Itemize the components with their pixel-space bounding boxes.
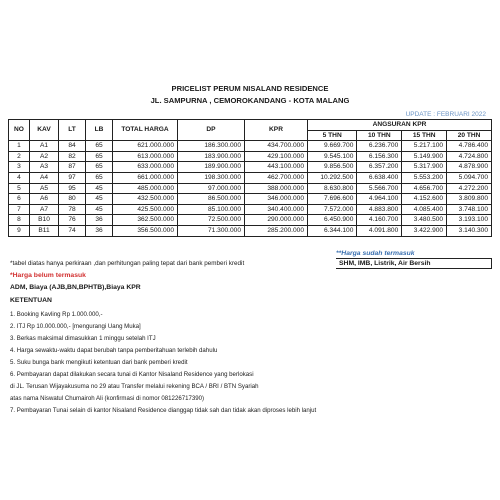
cell-dp: 71.300.000 [178,225,245,236]
cell-kpr: 462.700.000 [245,172,308,183]
cell-lt: 76 [59,215,86,226]
cell-total: 661.000.000 [113,172,178,183]
cell-lt: 84 [59,141,86,152]
cell-lb: 65 [86,172,113,183]
table-row [9,162,492,173]
estimate-note: *tabel diatas hanya perkiraan ,dan perhitungan paling tepat dari bank pemberi kredit [10,260,245,267]
cell-15thn: 5.553.200 [402,172,447,183]
cell-no: 5 [9,183,30,194]
cell-kav: A4 [30,172,59,183]
cell-10thn: 5.566.700 [357,183,402,194]
cell-kpr: 346.000.000 [245,194,308,205]
cell-5thn: 9.856.500 [308,162,357,173]
cell-20thn: 4.272.200 [447,183,492,194]
cell-lt: 97 [59,172,86,183]
cell-total: 485.000.000 [113,183,178,194]
cell-dp: 85.100.000 [178,204,245,215]
cell-5thn: 9.545.100 [308,151,357,162]
cell-no: 9 [9,225,30,236]
cell-kav: A7 [30,204,59,215]
cell-5thn: 6.450.900 [308,215,357,226]
cell-20thn: 3.809.800 [447,194,492,205]
cell-5thn: 6.344.100 [308,225,357,236]
excluded-costs: ADM, Biaya (AJB,BN,BPHTB),Biaya KPR [10,284,141,291]
cell-kav: A5 [30,183,59,194]
price-table [8,119,492,237]
cell-dp: 97.000.000 [178,183,245,194]
cell-no: 8 [9,215,30,226]
cell-dp: 183.900.000 [178,151,245,162]
cell-lt: 87 [59,162,86,173]
cell-20thn: 4.786.400 [447,141,492,152]
list-item: 3. Berkas maksimal dimasukkan 1 minggu setelah ITJ [10,335,156,342]
cell-kav: A6 [30,194,59,205]
cell-lb: 45 [86,194,113,205]
rules-list [10,309,480,417]
cell-10thn: 4.091.800 [357,225,402,236]
cell-10thn: 6.236.700 [357,141,402,152]
col-dp-header: DP [178,120,245,141]
cell-kav: B10 [30,215,59,226]
cell-20thn: 4.878.900 [447,162,492,173]
cell-total: 362.500.000 [113,215,178,226]
page-title: PRICELIST PERUM NISALAND RESIDENCE [171,84,329,93]
cell-total: 425.500.000 [113,204,178,215]
included-items: SHM, IMB, Listrik, Air Bersih [336,258,492,269]
update-date: UPDATE : FEBRUARI 2022 [405,111,486,118]
cell-15thn: 5.217.100 [402,141,447,152]
cell-kav: B11 [30,225,59,236]
cell-lt: 82 [59,151,86,162]
cell-lt: 95 [59,183,86,194]
cell-lb: 36 [86,225,113,236]
ketentuan-heading: KETENTUAN [10,297,52,304]
cell-lb: 65 [86,162,113,173]
cell-20thn: 3.140.300 [447,225,492,236]
cell-5thn: 7.572.000 [308,204,357,215]
cell-dp: 198.300.000 [178,172,245,183]
cell-15thn: 5.149.900 [402,151,447,162]
list-item: 6. Pembayaran dapat dilakukan secara tunai di Kantor Nisaland Residence yang berlokasi [10,371,254,378]
cell-lt: 78 [59,204,86,215]
list-item: 7. Pembayaran Tunai selain di kantor Nisaland Residence dianggap tidak sah dan tidak akan diproses lebih lanjut [10,407,317,414]
cell-10thn: 6.638.400 [357,172,402,183]
table-row [9,225,492,236]
cell-10thn: 6.156.300 [357,151,402,162]
cell-kpr: 285.200.000 [245,225,308,236]
cell-no: 4 [9,172,30,183]
cell-kav: A3 [30,162,59,173]
list-item: 5. Suku bunga bank mengikuti ketentuan dari bank pemberi kredit [10,359,188,366]
cell-kav: A1 [30,141,59,152]
cell-total: 633.000.000 [113,162,178,173]
cell-total: 621.000.000 [113,141,178,152]
cell-lb: 45 [86,204,113,215]
cell-kpr: 443.100.000 [245,162,308,173]
list-item: 1. Booking Kavling Rp 1.000.000,- [10,311,103,318]
cell-5thn: 10.292.500 [308,172,357,183]
col-kav-header: KAV [30,120,59,141]
cell-no: 3 [9,162,30,173]
cell-total: 356.500.000 [113,225,178,236]
col-lb-header: LB [86,120,113,141]
cell-total: 613.000.000 [113,151,178,162]
cell-10thn: 6.357.200 [357,162,402,173]
cell-10thn: 4.883.800 [357,204,402,215]
table-row [9,194,492,205]
col-total-header: TOTAL HARGA [113,120,178,141]
cell-lb: 45 [86,183,113,194]
cell-dp: 72.500.000 [178,215,245,226]
table-row [9,215,492,226]
col-5thn-header: 5 THN [308,130,357,141]
col-kpr-header: KPR [245,120,308,141]
col-no-header: NO [9,120,30,141]
cell-20thn: 3.193.100 [447,215,492,226]
address-subtitle: JL. SAMPURNA , CEMOROKANDANG - KOTA MALANG [150,96,350,105]
cell-kpr: 290.000.000 [245,215,308,226]
cell-5thn: 9.669.700 [308,141,357,152]
table-header-row-1 [9,120,492,131]
cell-kpr: 434.700.000 [245,141,308,152]
cell-kav: A2 [30,151,59,162]
list-item: atas nama Niswatul Chumairoh Ali (konfirmasi di nomor 081226717390) [10,395,205,402]
cell-15thn: 3.422.900 [402,225,447,236]
cell-no: 6 [9,194,30,205]
cell-20thn: 4.724.800 [447,151,492,162]
cell-20thn: 5.094.700 [447,172,492,183]
list-item: 4. Harga sewaktu-waktu dapat berubah tanpa pemberitahuan terlebih dahulu [10,347,218,354]
harga-sudah-label: **Harga sudah termasuk [336,250,415,257]
cell-5thn: 8.630.800 [308,183,357,194]
col-lt-header: LT [59,120,86,141]
harga-belum-label: *Harga belum termasuk [10,272,86,279]
table-row [9,141,492,152]
cell-kpr: 388.000.000 [245,183,308,194]
cell-15thn: 5.317.900 [402,162,447,173]
cell-lt: 80 [59,194,86,205]
table-row [9,151,492,162]
cell-15thn: 4.152.600 [402,194,447,205]
col-10thn-header: 10 THN [357,130,402,141]
cell-5thn: 7.696.600 [308,194,357,205]
cell-kpr: 340.400.000 [245,204,308,215]
cell-15thn: 4.085.400 [402,204,447,215]
cell-lt: 74 [59,225,86,236]
cell-no: 7 [9,204,30,215]
cell-kpr: 429.100.000 [245,151,308,162]
table-row [9,183,492,194]
table-row [9,204,492,215]
cell-dp: 189.900.000 [178,162,245,173]
cell-total: 432.500.000 [113,194,178,205]
list-item: 2. ITJ Rp 10.000.000,- [mengurangi Uang Muka] [10,323,141,330]
list-item: di JL. Terusan Wijayakusuma no 29 atau Transfer melalui rekening BCA / BRI / BTN Syariah [10,383,259,390]
cell-lb: 65 [86,151,113,162]
cell-10thn: 4.964.100 [357,194,402,205]
cell-dp: 86.500.000 [178,194,245,205]
cell-no: 1 [9,141,30,152]
cell-lb: 36 [86,215,113,226]
cell-lb: 65 [86,141,113,152]
cell-dp: 186.300.000 [178,141,245,152]
cell-20thn: 3.748.100 [447,204,492,215]
col-angsuran-header: ANGSURAN KPR [308,120,492,131]
cell-15thn: 4.656.700 [402,183,447,194]
cell-10thn: 4.160.700 [357,215,402,226]
table-row [9,172,492,183]
col-15thn-header: 15 THN [402,130,447,141]
included-box [336,250,492,269]
cell-no: 2 [9,151,30,162]
cell-15thn: 3.480.500 [402,215,447,226]
col-20thn-header: 20 THN [447,130,492,141]
